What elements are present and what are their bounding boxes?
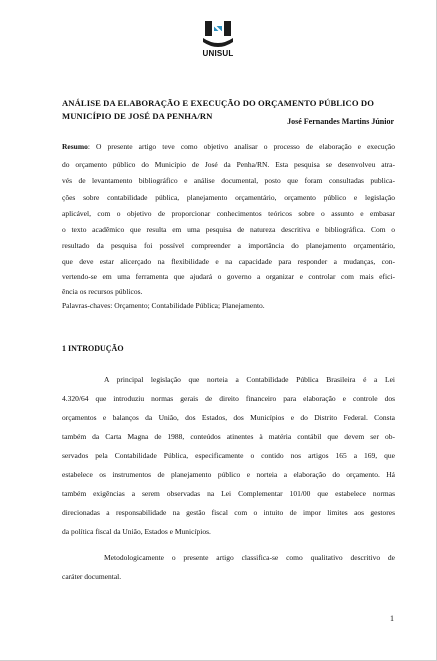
paragraph-line: A principal legislação que norteia a Contabilidade Pública Brasileira é a Lei bbox=[104, 375, 395, 384]
paragraph-line: Metodologicamente o presente artigo classifica-se como qualitativo descritivo de bbox=[104, 553, 395, 562]
abstract-line: vertendo-se em uma ferramenta que ajudará o governo a organizar e controlar com mais efici- bbox=[62, 272, 395, 281]
paragraph-line: orçamentos e balanços da União, dos Estados, dos Municípios e do Distrito Federal. Consta bbox=[62, 413, 395, 422]
paragraph-line: da política fiscal da União, Estados e Municípios. bbox=[62, 527, 211, 536]
paragraph-line: também exigências a serem observadas na Lei Complementar 101/00 que estabelece normas bbox=[62, 489, 395, 498]
paragraph-line: 4.320/64 que introduziu normas gerais de direito financeiro para elaboração e controle dos bbox=[62, 394, 395, 403]
abstract-line: do orçamento público do Município de José da Penha/RN. Esta pesquisa se desenvolveu atra- bbox=[62, 160, 395, 169]
abstract-first-line: : O presente artigo teve como objetivo analisar o processo de elaboração e execução bbox=[87, 142, 395, 151]
abstract-line: aplicável, com o objetivo de proporcionar conhecimentos teóricos sobre o assunto e embasar bbox=[62, 209, 395, 218]
article-title: ANÁLISE DA ELABORAÇÃO E EXECUÇÃO DO ORÇAMENTO PÚBLICO DO MUNICÍPIO DE JOSÉ DA PENHA/RN bbox=[62, 98, 374, 121]
paragraph-line: servados pela Contabilidade Pública, especificamente o contido nos artigos 165 a 169, que bbox=[62, 451, 395, 460]
abstract-line bbox=[62, 142, 395, 152]
keywords-line: Palavras-chaves: Orçamento; Contabilidade Pública; Planejamento. bbox=[62, 301, 265, 310]
abstract-label: Resumo bbox=[62, 142, 88, 151]
paragraph-line: também da Carta Magna de 1988, conteúdos atinentes à matéria contábil que devem ser ob- bbox=[62, 432, 395, 441]
paragraph-line: estabelece os instrumentos de planejamento público e norteia a elaboração do orçamento. Há bbox=[62, 470, 395, 479]
abstract-line: que deve estar alicerçado na flexibilidade e na capacidade para responder a mudanças, con- bbox=[62, 257, 395, 266]
author-name: José Fernandes Martins Júnior bbox=[287, 117, 394, 126]
abstract-line: o texto acadêmico que resulta em uma pesquisa de natureza descritiva e bibliográfica. Com o bbox=[62, 225, 395, 234]
page-number: 1 bbox=[390, 614, 394, 623]
abstract-line: vés de levantamento bibliográfico e análise documental, posto que foram consultadas publica- bbox=[62, 176, 395, 185]
paragraph-line: direcionadas a responsabilidade na gestão fiscal com o intuito de impor limites aos gestores bbox=[62, 508, 395, 517]
abstract-line: ções sobre contabilidade pública, planejamento orçamentário, orçamento público e legislação bbox=[62, 193, 395, 202]
logo-text: UNISUL bbox=[202, 49, 234, 58]
university-logo bbox=[0, 18, 436, 58]
section-heading: 1 INTRODUÇÃO bbox=[62, 344, 124, 353]
abstract-line: ência os recursos públicos. bbox=[62, 287, 143, 296]
unisul-emblem-icon bbox=[201, 18, 235, 48]
abstract-line: resultado da pesquisa foi possível compreender a importância do planejamento orçamentário, bbox=[62, 241, 395, 250]
paragraph-line: caráter documental. bbox=[62, 572, 122, 581]
